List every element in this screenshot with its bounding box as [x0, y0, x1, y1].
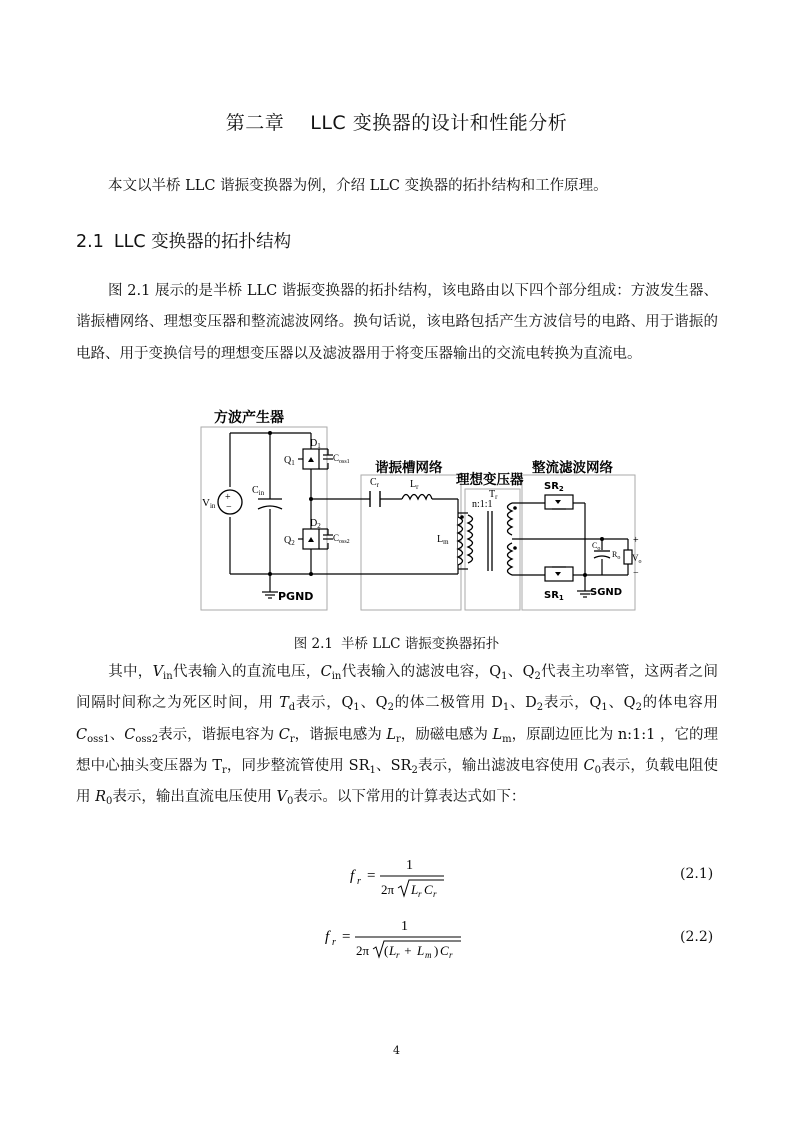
svg-text:C: C	[440, 943, 449, 958]
svg-text:m: m	[425, 950, 432, 960]
pgnd-symbol	[262, 592, 278, 598]
cr-label: $C_r$	[370, 477, 380, 489]
vo-plus: +	[633, 535, 639, 546]
svg-text:C: C	[424, 882, 433, 897]
paragraph-topology-text: 图 2.1 展示的是半桥 LLC 谐振变换器的拓扑结构，该电路由以下四个部分组成：方波发生器、谐振槽网络、理想变压器和整流滤波网络。换句话说，该电路包括产生方波信号的电路、用于谐振的电路、用于变换信号的理想变压器以及滤波器用于将变压器输出的交流电转换为直流电。	[76, 283, 718, 362]
svg-text:+: +	[225, 492, 231, 503]
pgnd-label: PGND	[278, 590, 314, 603]
svg-text:1: 1	[406, 858, 413, 873]
section-title	[76, 228, 291, 253]
vin-label: Vin	[202, 497, 216, 510]
transformer-secondary-top	[508, 503, 513, 535]
transformer-primary	[468, 515, 473, 563]
sgnd-label: SGND	[590, 587, 623, 598]
svg-text:L: L	[389, 943, 397, 958]
equation-2-2	[315, 912, 475, 962]
chapter-number: 第二章	[225, 112, 285, 134]
tr-label: $T_r$	[489, 489, 498, 501]
vin-source	[218, 490, 242, 514]
intro-paragraph: 本文以半桥 LLC 谐振变换器为例，介绍 LLC 变换器的拓扑结构和工作原理。	[108, 178, 608, 194]
svg-text:r: r	[418, 889, 422, 899]
chapter-title	[0, 108, 793, 135]
section-number: 2.1	[76, 232, 104, 252]
coss1-label: $C_{oss1}$	[333, 453, 350, 465]
figure-caption	[0, 632, 793, 652]
ro-label: $R_o$	[612, 550, 621, 561]
circuit-diagram	[200, 405, 640, 617]
svg-text:L: L	[417, 943, 425, 958]
ratio-label: n:1:1	[472, 499, 493, 510]
svg-text:f: f	[350, 868, 355, 884]
svg-text:−: −	[226, 502, 232, 513]
svg-text:r: r	[433, 889, 437, 899]
vo-label: $V_o$	[632, 553, 642, 565]
svg-text:=: =	[367, 868, 376, 884]
equation-2-1	[340, 852, 480, 900]
cin-capacitor	[258, 499, 282, 509]
svg-text:r: r	[357, 876, 361, 887]
q2-label: $Q_2$	[284, 535, 295, 547]
svg-text:2π: 2π	[356, 943, 370, 958]
d1-label: $D_1$	[310, 438, 321, 450]
svg-text:r: r	[396, 950, 400, 960]
svg-text:(: (	[384, 943, 389, 958]
paragraph-topology	[76, 276, 718, 370]
square-wave-label: 方波产生器	[214, 410, 284, 426]
ro-resistor	[624, 550, 632, 564]
transformer-secondary-bottom	[508, 543, 513, 575]
sr2-label: $SR_2$	[544, 481, 564, 493]
section-name: LLC 变换器的拓扑结构	[113, 232, 292, 252]
vo-minus: −	[633, 568, 639, 579]
lm-label: $L_m$	[437, 534, 449, 546]
chapter-name: LLC 变换器的设计和性能分析	[310, 112, 568, 134]
svg-text:r: r	[332, 937, 336, 948]
lr-inductor	[402, 495, 432, 500]
svg-text:r: r	[449, 950, 453, 960]
figure-caption-number: 图 2.1	[293, 636, 333, 652]
q2-mosfet	[298, 529, 333, 549]
paragraph-definitions: 其中，$V_{in}$代表输入的直流电压，$C_{in}$代表输入的滤波电容，$Q_1$、$Q_2$代表主功率管，这两者之间间隔时间称之为死区时间，用 $T_d$表示，$Q_1$、$Q_2$的体二极管用 $D_1$、$D_2$表示，$Q_1$、$Q_2$的体电容用 $C_{oss1}$、$C_{oss2}$表示，谐振电容为 $C_r$，谐振电感为 $L_r$，励磁电感为 $L_m$，原副边匝比为 n:1:1 ，它的理想中心抽头变压器为 $T_r$，同步整流管使用 $SR_1$、$SR_2$表示，输出滤波电容使用 $C_0$表示，负载电阻使用 $R_0$表示，输出直流电压使用 $V_0$表示。以下常用的计算表达式如下：	[76, 664, 719, 808]
equation-2-2-number: (2.2)	[680, 929, 714, 945]
lr-label: $L_r$	[410, 479, 419, 491]
equation-2-1-number: (2.1)	[680, 866, 714, 882]
d2-label: $D_2$	[310, 518, 321, 530]
svg-text:L: L	[411, 882, 419, 897]
q1-mosfet	[298, 449, 333, 469]
svg-text:f: f	[325, 929, 330, 945]
sr1-label: $SR_1$	[544, 590, 564, 602]
cr-capacitor	[370, 491, 380, 507]
rectifier-label: 整流滤波网络	[532, 460, 613, 476]
q1-label: $Q_1$	[284, 455, 295, 467]
svg-text:2π: 2π	[381, 882, 395, 897]
square-wave-block	[201, 427, 327, 610]
co-capacitor	[594, 551, 610, 558]
svg-text:=: =	[342, 929, 351, 945]
transformer-label: 理想变压器	[456, 472, 524, 488]
page-number: 4	[393, 1044, 400, 1057]
lm-inductor	[458, 517, 463, 565]
figure-caption-text: 半桥 LLC 谐振变换器拓扑	[340, 636, 500, 652]
svg-text:1: 1	[401, 919, 408, 934]
coss2-label: $C_{oss2}$	[333, 533, 350, 545]
resonant-label: 谐振槽网络	[375, 460, 443, 476]
co-label: $C_o$	[592, 541, 601, 552]
svg-text:): )	[434, 943, 439, 958]
cin-label: $C_{in}$	[252, 485, 265, 497]
svg-text:+: +	[401, 943, 415, 958]
